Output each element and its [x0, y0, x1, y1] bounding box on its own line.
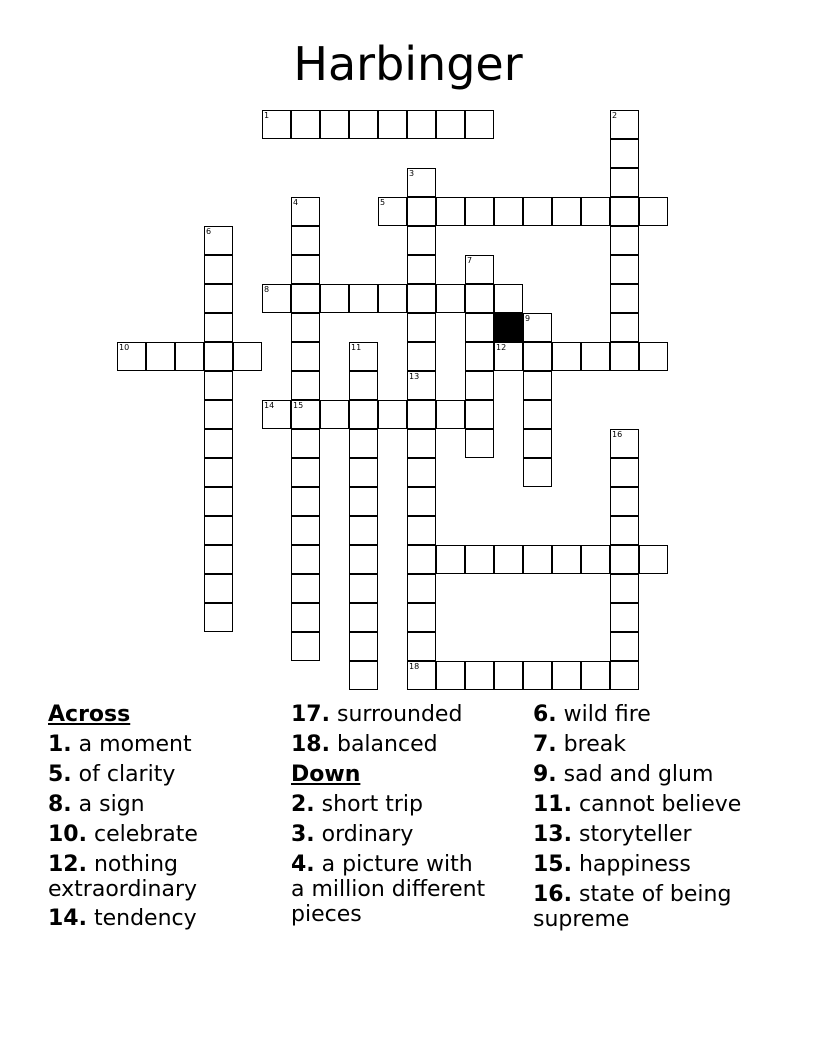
- grid-cell[interactable]: [465, 197, 494, 226]
- grid-cell[interactable]: [610, 313, 639, 342]
- grid-cell[interactable]: [639, 197, 668, 226]
- grid-cell[interactable]: [204, 487, 233, 516]
- clue-number-label: 12.: [48, 852, 87, 877]
- clue-item: [48, 760, 278, 790]
- clues-column-3: [533, 700, 793, 934]
- grid-cell[interactable]: [349, 284, 378, 313]
- grid-cell[interactable]: [349, 574, 378, 603]
- clue-item: [291, 850, 531, 929]
- clues-column-2: [291, 700, 531, 929]
- grid-cell[interactable]: [349, 545, 378, 574]
- grid-cell[interactable]: [349, 516, 378, 545]
- clue-item: [48, 904, 278, 934]
- grid-cell[interactable]: [610, 197, 639, 226]
- grid-cell[interactable]: [291, 603, 320, 632]
- grid-cell[interactable]: [465, 371, 494, 400]
- grid-cell[interactable]: [407, 342, 436, 371]
- grid-cell[interactable]: [465, 342, 494, 371]
- grid-cell[interactable]: [204, 603, 233, 632]
- grid-cell[interactable]: [610, 110, 639, 139]
- grid-cell[interactable]: [204, 371, 233, 400]
- grid-cell[interactable]: [639, 545, 668, 574]
- clue-item: [291, 790, 531, 820]
- grid-cell[interactable]: [465, 545, 494, 574]
- clue-number: 1: [264, 111, 270, 120]
- grid-cell[interactable]: [407, 458, 436, 487]
- grid-cell[interactable]: [523, 313, 552, 342]
- clue-item: [533, 820, 793, 850]
- clue-number-label: 7.: [533, 732, 557, 757]
- clue-number: 11: [351, 343, 362, 352]
- grid-cell[interactable]: [552, 197, 581, 226]
- grid-cell[interactable]: [204, 458, 233, 487]
- clue-text: a sign: [78, 792, 145, 817]
- clue-number: 7: [467, 256, 473, 265]
- grid-cell[interactable]: [407, 400, 436, 429]
- grid-cell[interactable]: [465, 429, 494, 458]
- clue-text: break: [563, 732, 626, 757]
- grid-cell[interactable]: [291, 429, 320, 458]
- grid-cell[interactable]: [610, 458, 639, 487]
- clue-number-label: 5.: [48, 762, 72, 787]
- clues-column-1: [48, 700, 278, 934]
- grid-cell[interactable]: [494, 661, 523, 690]
- grid-cell[interactable]: [204, 429, 233, 458]
- grid-cell[interactable]: [291, 632, 320, 661]
- grid-cell[interactable]: [407, 255, 436, 284]
- grid-cell[interactable]: [291, 371, 320, 400]
- grid-cell[interactable]: [320, 400, 349, 429]
- clue-item: [291, 820, 531, 850]
- grid-cell[interactable]: [523, 661, 552, 690]
- grid-cell[interactable]: [465, 661, 494, 690]
- clue-number-label: 17.: [291, 702, 330, 727]
- down-heading: Down: [291, 762, 361, 787]
- clue-text: extraordinary: [48, 877, 198, 902]
- clue-text: nothing: [93, 852, 178, 877]
- grid-cell[interactable]: [117, 342, 146, 371]
- grid-cell[interactable]: [552, 545, 581, 574]
- across-heading: Across: [48, 702, 131, 727]
- clue-number: 3: [409, 169, 415, 178]
- grid-cell[interactable]: [378, 284, 407, 313]
- grid-cell[interactable]: [204, 313, 233, 342]
- grid-cell[interactable]: [320, 110, 349, 139]
- clue-item: [48, 820, 278, 850]
- grid-cell[interactable]: [581, 661, 610, 690]
- clue-number-label: 3.: [291, 822, 315, 847]
- grid-cell[interactable]: [523, 429, 552, 458]
- clue-number-label: 1.: [48, 732, 72, 757]
- clue-text: storyteller: [578, 822, 692, 847]
- grid-cell[interactable]: [407, 661, 436, 690]
- clue-number: 2: [612, 111, 618, 120]
- clue-item: [533, 790, 793, 820]
- clue-item: [48, 850, 278, 904]
- black-cell: [494, 313, 523, 342]
- grid-cell[interactable]: [349, 632, 378, 661]
- clue-number: 4: [293, 198, 299, 207]
- clue-text: a picture with: [321, 852, 473, 877]
- grid-cell[interactable]: [291, 400, 320, 429]
- grid-cell[interactable]: [523, 371, 552, 400]
- grid-cell[interactable]: [407, 110, 436, 139]
- grid-cell[interactable]: [320, 284, 349, 313]
- grid-cell[interactable]: [204, 226, 233, 255]
- grid-cell[interactable]: [610, 603, 639, 632]
- grid-cell[interactable]: [523, 342, 552, 371]
- grid-cell[interactable]: [407, 168, 436, 197]
- grid-cell[interactable]: [349, 342, 378, 371]
- grid-cell[interactable]: [291, 226, 320, 255]
- clue-text: ordinary: [321, 822, 414, 847]
- grid-cell[interactable]: [204, 400, 233, 429]
- grid-cell[interactable]: [494, 284, 523, 313]
- grid-cell[interactable]: [407, 545, 436, 574]
- clue-text: surrounded: [336, 702, 463, 727]
- grid-cell[interactable]: [291, 110, 320, 139]
- grid-cell[interactable]: [407, 197, 436, 226]
- clue-text: celebrate: [93, 822, 198, 847]
- clue-number-label: 8.: [48, 792, 72, 817]
- clue-number: 10: [119, 343, 130, 352]
- grid-cell[interactable]: [349, 400, 378, 429]
- grid-cell[interactable]: [349, 429, 378, 458]
- clue-text: tendency: [93, 906, 197, 931]
- grid-cell[interactable]: [407, 429, 436, 458]
- grid-cell[interactable]: [233, 342, 262, 371]
- clue-text: a moment: [78, 732, 192, 757]
- grid-cell[interactable]: [465, 255, 494, 284]
- clue-text: state of being: [578, 882, 732, 907]
- grid-cell[interactable]: [494, 342, 523, 371]
- grid-cell[interactable]: [407, 226, 436, 255]
- grid-cell[interactable]: [436, 197, 465, 226]
- grid-cell[interactable]: [436, 545, 465, 574]
- clue-text: balanced: [336, 732, 438, 757]
- grid-cell[interactable]: [610, 487, 639, 516]
- grid-cell[interactable]: [610, 168, 639, 197]
- clue-number-label: 10.: [48, 822, 87, 847]
- clue-item: [533, 730, 793, 760]
- clue-number-label: 2.: [291, 792, 315, 817]
- grid-cell[interactable]: [581, 545, 610, 574]
- grid-cell[interactable]: [407, 632, 436, 661]
- grid-cell[interactable]: [610, 429, 639, 458]
- grid-cell[interactable]: [378, 400, 407, 429]
- grid-cell[interactable]: [407, 487, 436, 516]
- grid-cell[interactable]: [610, 284, 639, 313]
- grid-cell[interactable]: [610, 516, 639, 545]
- clue-item: [533, 760, 793, 790]
- grid-cell[interactable]: [175, 342, 204, 371]
- clue-item: [533, 700, 793, 730]
- grid-cell[interactable]: [465, 284, 494, 313]
- grid-cell[interactable]: [610, 139, 639, 168]
- clue-number: 6: [206, 227, 212, 236]
- grid-cell[interactable]: [204, 284, 233, 313]
- grid-cell[interactable]: [349, 487, 378, 516]
- grid-cell[interactable]: [610, 342, 639, 371]
- grid-cell[interactable]: [291, 574, 320, 603]
- grid-cell[interactable]: [407, 574, 436, 603]
- clue-item: [48, 790, 278, 820]
- clue-item: [291, 700, 531, 730]
- puzzle-title: Harbinger: [293, 37, 523, 91]
- clue-number-label: 15.: [533, 852, 572, 877]
- grid-cell[interactable]: [291, 197, 320, 226]
- clue-item: [291, 730, 531, 760]
- clue-number: 8: [264, 285, 270, 294]
- clue-number: 18: [409, 662, 420, 671]
- clue-item: [48, 730, 278, 760]
- grid-cell[interactable]: [349, 458, 378, 487]
- grid-cell[interactable]: [204, 516, 233, 545]
- grid-cell[interactable]: [291, 487, 320, 516]
- grid-cell[interactable]: [291, 313, 320, 342]
- grid-cell[interactable]: [465, 400, 494, 429]
- grid-cell[interactable]: [262, 400, 291, 429]
- grid-cell[interactable]: [349, 603, 378, 632]
- grid-cell[interactable]: [523, 400, 552, 429]
- clue-text: supreme: [533, 907, 630, 932]
- grid-cell[interactable]: [407, 371, 436, 400]
- clue-number-label: 9.: [533, 762, 557, 787]
- clue-number: 9: [525, 314, 531, 323]
- grid-cell[interactable]: [494, 545, 523, 574]
- grid-cell[interactable]: [291, 516, 320, 545]
- grid-cell[interactable]: [552, 661, 581, 690]
- grid-cell[interactable]: [436, 284, 465, 313]
- clue-text: cannot believe: [578, 792, 742, 817]
- grid-cell[interactable]: [581, 197, 610, 226]
- clue-item: [533, 850, 793, 880]
- clue-number-label: 11.: [533, 792, 572, 817]
- grid-cell[interactable]: [639, 342, 668, 371]
- clue-text: sad and glum: [563, 762, 714, 787]
- grid-cell[interactable]: [436, 661, 465, 690]
- grid-cell[interactable]: [378, 110, 407, 139]
- grid-cell[interactable]: [204, 545, 233, 574]
- grid-cell[interactable]: [552, 342, 581, 371]
- grid-cell[interactable]: [610, 632, 639, 661]
- grid-cell[interactable]: [523, 197, 552, 226]
- clue-number-label: 6.: [533, 702, 557, 727]
- clue-text: short trip: [321, 792, 423, 817]
- clue-number-label: 13.: [533, 822, 572, 847]
- clue-number-label: 4.: [291, 852, 315, 877]
- grid-cell[interactable]: [610, 574, 639, 603]
- clue-number: 14: [264, 401, 275, 410]
- grid-cell[interactable]: [204, 574, 233, 603]
- clue-item: [533, 880, 793, 934]
- grid-cell[interactable]: [407, 284, 436, 313]
- clue-number: 12: [496, 343, 507, 352]
- grid-cell[interactable]: [494, 197, 523, 226]
- clue-text: a million different: [291, 877, 486, 902]
- clue-text: of clarity: [78, 762, 176, 787]
- clue-number: 5: [380, 198, 386, 207]
- grid-cell[interactable]: [610, 661, 639, 690]
- grid-cell[interactable]: [465, 110, 494, 139]
- grid-cell[interactable]: [407, 516, 436, 545]
- grid-cell[interactable]: [436, 400, 465, 429]
- grid-cell[interactable]: [291, 284, 320, 313]
- grid-cell[interactable]: [262, 110, 291, 139]
- grid-cell[interactable]: [610, 255, 639, 284]
- grid-cell[interactable]: [465, 313, 494, 342]
- grid-cell[interactable]: [291, 342, 320, 371]
- grid-cell[interactable]: [349, 110, 378, 139]
- grid-cell[interactable]: [523, 458, 552, 487]
- grid-cell[interactable]: [262, 284, 291, 313]
- clue-number: 16: [612, 430, 623, 439]
- clue-number-label: 18.: [291, 732, 330, 757]
- grid-cell[interactable]: [610, 226, 639, 255]
- clue-number: 13: [409, 372, 420, 381]
- grid-cell[interactable]: [610, 545, 639, 574]
- clue-number-label: 14.: [48, 906, 87, 931]
- grid-cell[interactable]: [349, 661, 378, 690]
- grid-cell[interactable]: [407, 313, 436, 342]
- grid-cell[interactable]: [523, 545, 552, 574]
- grid-cell[interactable]: [581, 342, 610, 371]
- clue-number-label: 16.: [533, 882, 572, 907]
- grid-cell[interactable]: [204, 255, 233, 284]
- clue-text: happiness: [578, 852, 691, 877]
- grid-cell[interactable]: [436, 110, 465, 139]
- clue-text: pieces: [291, 902, 362, 927]
- grid-cell[interactable]: [349, 371, 378, 400]
- grid-cell[interactable]: [291, 545, 320, 574]
- clue-text: wild fire: [563, 702, 651, 727]
- grid-cell[interactable]: [291, 255, 320, 284]
- grid-cell[interactable]: [291, 458, 320, 487]
- grid-cell[interactable]: [204, 342, 233, 371]
- grid-cell[interactable]: [378, 197, 407, 226]
- clue-number: 15: [293, 401, 304, 410]
- grid-cell[interactable]: [407, 603, 436, 632]
- grid-cell[interactable]: [146, 342, 175, 371]
